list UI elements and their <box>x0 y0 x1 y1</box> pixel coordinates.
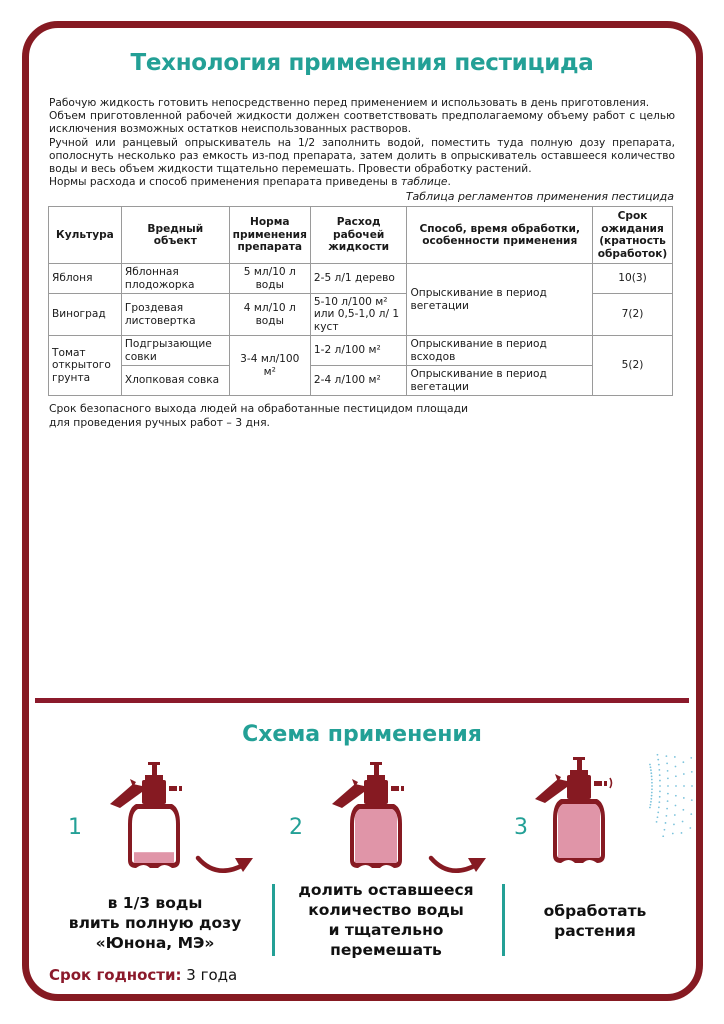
mist-dot <box>665 815 667 817</box>
arrow-right-icon <box>428 852 488 882</box>
intro-text <box>49 97 675 189</box>
table-header-row <box>49 207 673 264</box>
cell-rate: 5 мл/10 л воды <box>229 264 310 294</box>
intro-paragraph-1: Рабочую жидкость готовить непосредственно перед применением и использовать в день приготовления. <box>49 97 650 109</box>
mist-dot <box>672 833 674 835</box>
mist-dot <box>667 770 669 772</box>
mist-dot <box>649 807 651 809</box>
mist-dot <box>651 792 653 794</box>
shelf-life-label: Срок годности: <box>49 966 182 984</box>
step-3-line-1: обработать <box>543 902 647 920</box>
step-3-line-2: растения <box>554 922 636 940</box>
header-wait: Срок ожидания (кратность обработок) <box>593 207 673 264</box>
cell-crop: Виноград <box>49 294 122 336</box>
step-2-line-4: перемешать <box>330 941 442 959</box>
mist-dot <box>675 785 677 787</box>
table-caption: Таблица регламентов применения пестицида <box>405 190 674 203</box>
arrow-right-icon <box>195 852 255 882</box>
cell-pest: Яблонная плодожорка <box>121 264 229 294</box>
mist-dot <box>667 785 669 787</box>
step-divider <box>272 884 275 956</box>
step-2-number: 2 <box>289 815 303 840</box>
mist-dot <box>651 775 653 777</box>
mist-dot <box>651 795 653 797</box>
mist-dot <box>667 777 669 779</box>
mist-dot <box>674 756 676 758</box>
regulation-table <box>48 206 673 396</box>
table-row <box>49 264 673 294</box>
cell-method: Опрыскивание в период вегетации <box>407 366 593 396</box>
intro-paragraph-2: Объем приготовленной рабочей жидкости должен соответствовать предполагаемому объему работ с целью исключения возможных остатков неиспользованных растворов. <box>49 110 675 136</box>
mist-dot <box>683 785 685 787</box>
cell-pest: Хлопковая совка <box>121 366 229 396</box>
step-1-line-2: влить полную дозу <box>68 914 242 932</box>
mist-dot <box>659 780 661 782</box>
cell-liquid: 1-2 л/100 м² <box>310 336 407 366</box>
mist-dot <box>683 797 685 799</box>
mist-dot <box>649 764 651 766</box>
mist-dot <box>690 757 692 759</box>
mist-dot <box>691 785 693 787</box>
page-title: Технология применения пестицида <box>130 50 594 76</box>
mist-dot <box>651 782 653 784</box>
step-3-number: 3 <box>514 815 528 840</box>
safety-note-line-1: Срок безопасного выхода людей на обработанные пестицидом площади <box>49 402 469 415</box>
mist-dot <box>682 821 684 823</box>
mist-dot <box>650 766 652 768</box>
mist-dot <box>664 829 666 831</box>
mist-dot <box>667 793 669 795</box>
step-2-line-2: количество воды <box>308 901 464 919</box>
mist-dot <box>657 759 659 761</box>
mist-dot <box>675 795 677 797</box>
intro-paragraph-3: Ручной или ранцевый опрыскиватель на 1/2 заполнить водой, поместить туда полную дозу препарата, ополоснуть несколько раз емкость из-под препарата, затем долить в опрыскиватель оставшееся количество воды и весь объем жидкости тщательно перемешать. Провести обработку растений. <box>49 136 675 176</box>
schema-title: Схема применения <box>242 722 482 747</box>
step-2-line-3: и тщательно <box>328 921 444 939</box>
cell-pest: Гроздевая листовертка <box>121 294 229 336</box>
sprayer-bottle-icon <box>100 760 210 870</box>
mist-dot <box>658 801 660 803</box>
mist-dot <box>657 811 659 813</box>
mist-dot <box>651 788 653 790</box>
mist-dot <box>657 754 659 756</box>
liquid-level <box>558 804 600 858</box>
mist-dot <box>691 799 693 801</box>
mist-dot <box>662 835 664 837</box>
mist-dot <box>658 764 660 766</box>
mist-dot <box>689 827 691 829</box>
step-divider <box>502 884 505 956</box>
mist-dot <box>658 769 660 771</box>
mist-dot <box>659 785 661 787</box>
sprayer-bottle-icon <box>322 760 432 870</box>
header-liquid: Расход рабочей жидкости <box>310 207 407 264</box>
mist-dot <box>681 832 683 834</box>
header-method: Способ, время обработки, особенности применения <box>407 207 593 264</box>
mist-dot <box>690 813 692 815</box>
liquid-level <box>355 809 397 863</box>
mist-dot <box>659 791 661 793</box>
mist-dot <box>673 824 675 826</box>
intro-p4-end: . <box>447 176 451 189</box>
step-1-text <box>55 893 255 953</box>
mist-dot <box>682 809 684 811</box>
step-3-text <box>510 901 680 941</box>
mist-dot <box>650 804 652 806</box>
safety-note-line-2: для проведения ручных работ – 3 дня. <box>49 415 270 429</box>
cell-wait: 10(3) <box>593 264 673 294</box>
cell-wait: 7(2) <box>593 294 673 336</box>
step-2-line-1: долить оставшееся <box>298 881 474 899</box>
shelf-life <box>49 966 237 984</box>
mist-dot <box>650 801 652 803</box>
mist-dot <box>657 816 659 818</box>
mist-dot <box>683 773 685 775</box>
mist-dot <box>665 755 667 757</box>
table-row <box>49 366 673 396</box>
header-crop: Культура <box>49 207 122 264</box>
mist-dot <box>675 805 677 807</box>
mist-dot <box>667 800 669 802</box>
mist-dot <box>650 769 652 771</box>
header-pest: Вредный объект <box>121 207 229 264</box>
cell-rate: 3-4 мл/100 м² <box>229 336 310 396</box>
step-1-line-1: в 1/3 воды <box>107 894 203 912</box>
sprayer-bottle-icon <box>525 755 635 865</box>
cell-pest: Подгрызающие совки <box>121 336 229 366</box>
mist-dot <box>682 761 684 763</box>
mist-dot <box>674 814 676 816</box>
cell-rate: 4 мл/10 л воды <box>229 294 310 336</box>
intro-paragraph-4 <box>49 176 675 189</box>
cell-crop: Яблоня <box>49 264 122 294</box>
mist-dot <box>666 808 668 810</box>
section-divider <box>35 698 689 703</box>
intro-table-ref: таблице <box>400 176 448 189</box>
mist-dot <box>659 774 661 776</box>
mist-dot <box>650 798 652 800</box>
safety-note <box>49 402 468 429</box>
cell-liquid: 2-4 л/100 м² <box>310 366 407 396</box>
header-rate: Норма применения препарата <box>229 207 310 264</box>
cell-wait: 5(2) <box>593 336 673 396</box>
step-1-number: 1 <box>68 815 82 840</box>
shelf-life-value: 3 года <box>186 966 238 984</box>
step-2-text <box>280 880 492 960</box>
mist-dot <box>651 779 653 781</box>
mist-dot <box>691 771 693 773</box>
mist-dot <box>665 822 667 824</box>
mist-dot <box>666 762 668 764</box>
mist-dot <box>659 796 661 798</box>
mist-dot <box>650 772 652 774</box>
cell-liquid: 5-10 л/100 м² или 0,5-1,0 л/ 1 куст <box>310 294 407 336</box>
mist-dot <box>658 806 660 808</box>
mist-dot <box>675 766 677 768</box>
mist-dot <box>675 775 677 777</box>
step-1-line-3: «Юнона, МЭ» <box>95 934 215 952</box>
cell-liquid: 2-5 л/1 дерево <box>310 264 407 294</box>
cell-crop: Томат открытого грунта <box>49 336 122 396</box>
cell-method: Опрыскивание в период вегетации <box>407 264 593 336</box>
mist-dot <box>651 785 653 787</box>
liquid-level <box>134 852 174 863</box>
mist-dot <box>656 821 658 823</box>
table-row <box>49 336 673 366</box>
spray-mist-icon <box>636 752 696 837</box>
cell-method: Опрыскивание в период всходов <box>407 336 593 366</box>
intro-p4-text: Нормы расхода и способ применения препарата приведены в <box>49 176 398 189</box>
